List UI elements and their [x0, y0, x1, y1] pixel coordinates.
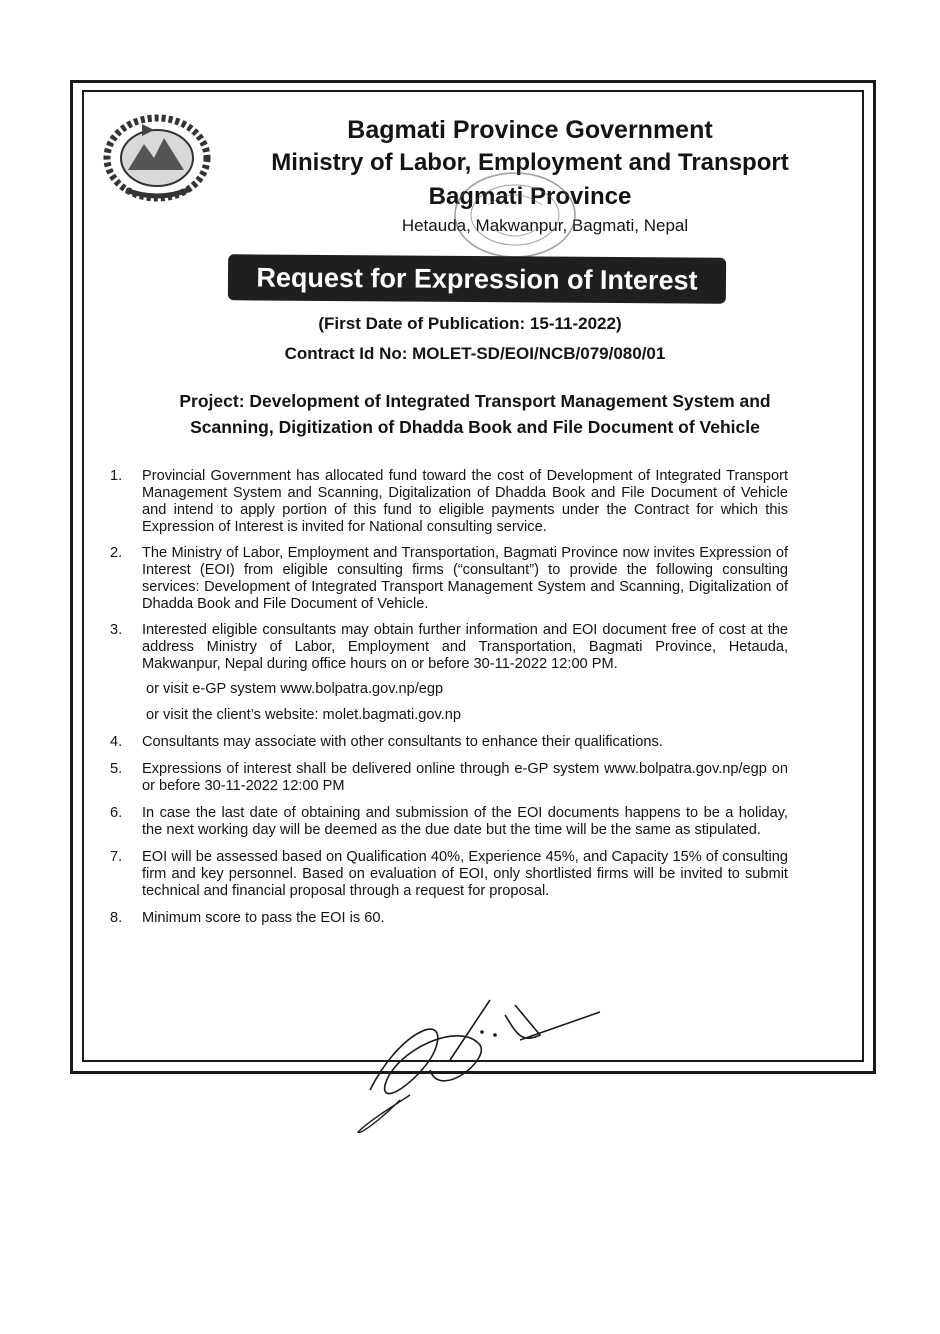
clause-6: [98, 805, 788, 839]
website-link-text: or visit the client’s website: molet.bagmati.gov.np: [146, 707, 461, 723]
clause-text: EOI will be assessed based on Qualification 40%, Experience 45%, and Capacity 15% of consulting firm and key personnel. Based on evaluation of EOI, only shortlisted firms will be invited to submit technical and financial proposal through a request for proposal.: [142, 849, 788, 899]
clause-text: In case the last date of obtaining and submission of the EOI documents happens to be a holiday, the next working day will be deemed as the due date but the time will be the same as stipulated.: [142, 805, 788, 838]
clause-5: [98, 761, 788, 795]
clause-number: 1.: [110, 468, 123, 484]
clause-3: [98, 622, 788, 673]
handwritten-signature-icon: [340, 990, 610, 1140]
clause-7: [98, 849, 788, 900]
clause-text: Provincial Government has allocated fund toward the cost of Development of Integrated Transport Management System and Scanning, Digitalization of Dhadda Book and File Document of Vehicle and intend to apply portion of this fund to eligible payments under the Contract for which this Expression of Interest is invited for National consulting service.: [142, 468, 788, 535]
clause-text: Interested eligible consultants may obtain further information and EOI document free of cost at the address Ministry of Labor, Employment and Transportation, Bagmati Province, Hetauda, Makwanpur, Nepal during office hours on or before 30-11-2022 12:00 PM.: [142, 622, 788, 672]
clause-1: [98, 468, 788, 536]
project-title: Project: Development of Integrated Transport Management System and Scanning, Digitization of Dhadda Book and File Document of Vehicle: [179, 391, 771, 437]
clause-number: 7.: [110, 849, 123, 865]
clause-text: Minimum score to pass the EOI is 60.: [142, 910, 385, 926]
eoi-banner-title: Request for Expression of Interest: [228, 254, 726, 303]
clause-number: 4.: [110, 734, 123, 750]
clause-number: 5.: [110, 761, 123, 777]
clause-text: Consultants may associate with other consultants to enhance their qualifications.: [142, 734, 663, 750]
clause-text: The Ministry of Labor, Employment and Transportation, Bagmati Province now invites Expression of Interest (EOI) from eligible consulting firms (“consultant”) to provide the following consulting services: Development of Integrated Transport Management System and Scanning, Digitalization of Dhadda Book and File Document of Vehicle.: [142, 545, 788, 612]
eoi-clauses: [98, 468, 788, 927]
province-name: Bagmati Province: [428, 183, 632, 210]
nepal-emblem-icon: [96, 108, 218, 206]
clause-number: 6.: [110, 805, 123, 821]
clause-2: [98, 545, 788, 613]
clause-number: 3.: [110, 622, 123, 638]
office-stamp-icon: [440, 165, 590, 265]
contract-id: Contract Id No: MOLET-SD/EOI/NCB/079/080/01: [284, 344, 666, 363]
ministry-name: Ministry of Labor, Employment and Transport: [271, 149, 789, 176]
publication-date: (First Date of Publication: 15-11-2022): [318, 314, 622, 333]
clause-8: [98, 910, 788, 927]
clause-number: 2.: [110, 545, 123, 561]
clause-text: Expressions of interest shall be delivered online through e-GP system www.bolpatra.gov.np/egp on or before 30-11-2022 12:00 PM: [142, 761, 788, 794]
egp-link-text: or visit e-GP system www.bolpatra.gov.np/egp: [146, 681, 444, 697]
government-name: Bagmati Province Government: [347, 116, 713, 144]
clause-4: [98, 734, 788, 751]
office-address: Hetauda, Makwanpur, Bagmati, Nepal: [401, 216, 689, 235]
clause-number: 8.: [110, 910, 123, 926]
